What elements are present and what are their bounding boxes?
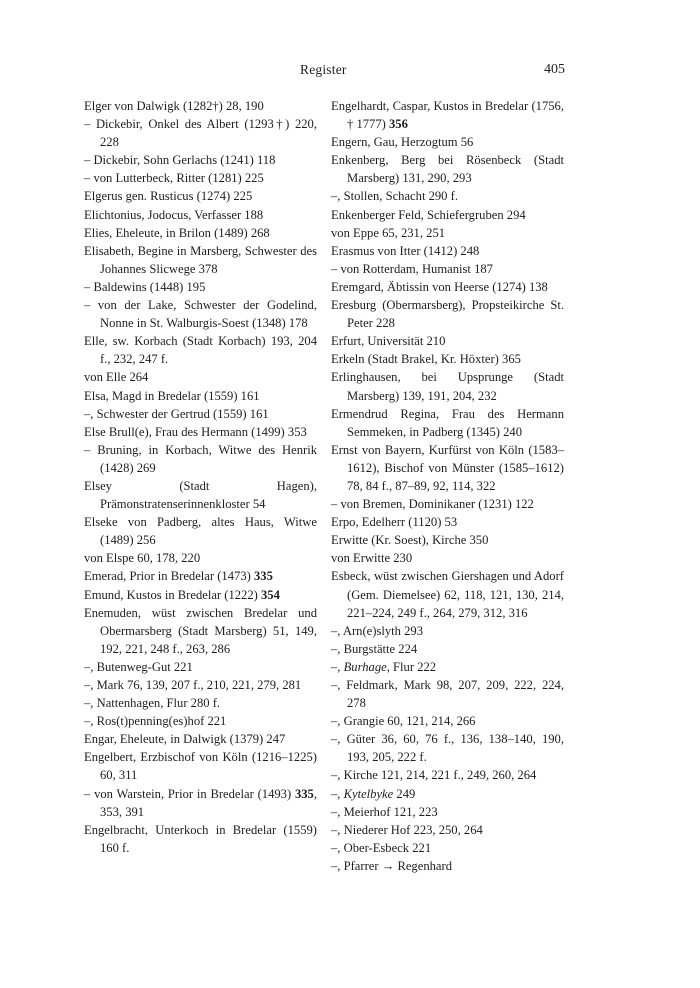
index-entry-text: –, Feldmark, Mark 98, 207, 209, 222, 224, 278 (331, 678, 564, 711)
index-entry (331, 821, 564, 839)
page-title: Register (300, 62, 347, 77)
index-entry (84, 242, 317, 278)
index-entry-text: Burhage (343, 659, 387, 674)
index-entry-text: Else Brull(e), Frau des Hermann (1499) 353 (84, 424, 307, 439)
index-entry-text: 356 (388, 117, 408, 132)
index-entry-text: 354 (260, 587, 280, 602)
index-entry (84, 821, 317, 857)
index-entry (84, 115, 317, 151)
index-entry-text: Elle, sw. Korbach (Stadt Korbach) 193, 204 f., 232, 247 f. (84, 334, 317, 367)
index-entry (331, 567, 564, 621)
index-entry-text: –, Burgstätte 224 (331, 641, 418, 656)
index-entry-text: –, Mark 76, 139, 207 f., 210, 221, 279, 281 (84, 678, 302, 692)
index-entry-text: – Bruning, in Korbach, Witwe des Henrik (1428) 269 (84, 442, 317, 475)
index-entry (84, 405, 317, 423)
index-entry (84, 712, 317, 730)
index-entry (331, 242, 564, 260)
index-entry (331, 495, 564, 513)
index-entry (331, 730, 564, 766)
index-entry-text: Kytelbyke (343, 786, 394, 801)
index-entry (84, 604, 317, 658)
index-entry-text: , Flur 222 (386, 659, 437, 674)
index-entry (84, 169, 317, 187)
index-entry-text: –, (331, 786, 344, 801)
page-number: 405 (544, 62, 565, 77)
index-entry-text: – Dickebir, Sohn Gerlachs (1241) 118 (84, 153, 276, 168)
index-entry (331, 766, 564, 784)
index-entry-text: Enemuden, wüst zwischen Bredelar und Obermarsberg (Stadt Marsberg) 51, 149, 192, 221, 248 f., 263, 286 (84, 605, 317, 656)
index-entry (331, 803, 564, 821)
index-entry (331, 151, 564, 187)
index-entry-text: Ernst von Bayern, Kurfürst von Köln (1583–1612), Bischof von Münster (1585–1612) 78, 84 f., 87–89, 92, 114, 322 (331, 442, 564, 493)
index-entry (331, 206, 564, 224)
index-entry (84, 387, 317, 405)
index-entry-text: – Baldewins (1448) 195 (84, 279, 206, 294)
index-entry-text: Engelbracht, Unterkoch in Bredelar (1559) 160 f. (84, 822, 317, 855)
index-entry-text: Elisabeth, Begine in Marsberg, Schwester des Johannes Slicwege 378 (84, 243, 317, 276)
index-entry-text: –, Butenweg-Gut 221 (84, 659, 193, 674)
index-entry-text: Elgerus gen. Rusticus (1274) 225 (84, 189, 253, 204)
index-entry (84, 567, 317, 585)
index-entry-text: , 353, 391 (100, 786, 317, 819)
index-entry (331, 658, 564, 676)
index-entry (331, 405, 564, 441)
index-entry-text: von Eppe 65, 231, 251 (331, 225, 446, 240)
index-entry (84, 748, 317, 784)
index-entry (331, 712, 564, 730)
index-column-left (84, 97, 317, 857)
index-entry-text: Enkenberg, Berg bei Rösenbeck (Stadt Marsberg) 131, 290, 293 (331, 153, 564, 186)
index-entry-text: – von Bremen, Dominikaner (1231) 122 (331, 497, 534, 512)
index-entry (84, 658, 317, 676)
index-entry (84, 586, 317, 604)
index-entry-text: 335 (253, 569, 273, 584)
index-entry-text: Engelhardt, Caspar, Kustos in Bredelar (1756, † 1777) (331, 99, 564, 132)
index-entry (331, 640, 564, 658)
index-entry (84, 694, 317, 712)
index-entry-text: Elseke von Padberg, altes Haus, Witwe (1489) 256 (84, 515, 317, 548)
index-entry-text: Emund, Kustos in Bredelar (1222) (84, 587, 261, 602)
index-entry-text: Elichtonius, Jodocus, Verfasser 188 (84, 207, 264, 222)
index-entry-text: –, Kirche 121, 214, 221 f., 249, 260, 264 (331, 768, 537, 783)
index-entry-text: –, Ros(t)penning(es)hof 221 (84, 714, 227, 729)
index-entry-text: –, Meierhof 121, 223 (331, 804, 438, 819)
index-entry (331, 133, 564, 151)
index-entry (331, 332, 564, 350)
index-entry-text: 249 (393, 786, 416, 801)
index-entry (331, 278, 564, 296)
index-entry-text: –, Arn(e)slyth 293 (331, 623, 423, 638)
index-entry-text: –, Güter 36, 60, 76 f., 136, 138–140, 190, 193, 205, 222 f. (331, 732, 564, 765)
index-entry-text: Erpo, Edelherr (1120) 53 (331, 515, 458, 530)
index-entry (84, 332, 317, 368)
index-column-right (331, 97, 564, 875)
index-entry-text: Esbeck, wüst zwischen Giershagen und Adorf (Gem. Diemelsee) 62, 118, 121, 130, 214, 221–224, 249 f., 264, 279, 312, 316 (331, 569, 564, 620)
index-entry-text: Engar, Eheleute, in Dalwigk (1379) 247 (84, 732, 286, 747)
index-entry (84, 441, 317, 477)
index-entry-text: Elies, Eheleute, in Brilon (1489) 268 (84, 225, 270, 240)
index-entry (84, 187, 317, 205)
index-entry-text: –, Grangie 60, 121, 214, 266 (331, 714, 476, 729)
index-entry (84, 785, 317, 821)
index-entry (84, 676, 317, 694)
index-entry-text: Erfurt, Universität 210 (331, 334, 446, 349)
index-entry-text: –, Pfarrer → Regenhard (331, 858, 452, 873)
index-entry-text: Emerad, Prior in Bredelar (1473) (84, 569, 254, 584)
index-entry (84, 278, 317, 296)
index-entry (84, 97, 317, 115)
index-entry (331, 785, 564, 803)
index-entry-text: – von Rotterdam, Humanist 187 (331, 261, 493, 276)
index-entry (331, 857, 564, 875)
index-entry (331, 296, 564, 332)
index-entry-text: Elsey (Stadt Hagen), Prämonstratenserinnenkloster 54 (84, 478, 317, 512)
index-entry-text: –, Schwester der Gertrud (1559) 161 (84, 406, 269, 421)
index-entry (331, 549, 564, 567)
index-entry-text: –, Nattenhagen, Flur 280 f. (84, 696, 221, 711)
index-entry-text: Elger von Dalwigk (1282†) 28, 190 (84, 99, 264, 113)
index-entry (84, 513, 317, 549)
index-entry-text: Eresburg (Obermarsberg), Propsteikirche St. Peter 228 (331, 298, 564, 331)
index-entry-text: Eremgard, Äbtissin von Heerse (1274) 138 (331, 279, 548, 294)
index-entry (331, 368, 564, 404)
index-entry (331, 676, 564, 712)
index-entry-text: Erwitte (Kr. Soest), Kirche 350 (331, 533, 489, 548)
index-entry-text: Elsa, Magd in Bredelar (1559) 161 (84, 388, 260, 403)
index-entry (84, 368, 317, 386)
index-entry (331, 622, 564, 640)
index-entry-text: – von der Lake, Schwester der Godelind, Nonne in St. Walburgis-Soest (1348) 178 (84, 298, 317, 331)
index-entry (84, 423, 317, 441)
index-entry (84, 206, 317, 224)
index-entry-text: –, (331, 659, 344, 674)
running-head (0, 62, 700, 82)
index-entry (331, 260, 564, 278)
index-entry-text: –, Niederer Hof 223, 250, 264 (331, 822, 483, 837)
index-entry-text: 335 (294, 786, 314, 801)
index-entry-text: Enkenberger Feld, Schiefergruben 294 (331, 207, 526, 222)
index-entry (331, 224, 564, 242)
index-entry (84, 730, 317, 748)
index-entry (84, 224, 317, 242)
index-entry (331, 531, 564, 549)
index-entry (331, 97, 564, 133)
index-entry (84, 549, 317, 567)
index-entry-text: – Dickebir, Onkel des Albert (1293†) 220, 228 (84, 117, 317, 150)
index-entry-text: Engelbert, Erzbischof von Köln (1216–1225) 60, 311 (84, 750, 317, 783)
index-entry-text: Erasmus von Itter (1412) 248 (331, 243, 480, 258)
index-entry-text: Erkeln (Stadt Brakel, Kr. Höxter) 365 (331, 352, 521, 367)
index-entry-text: Erlinghausen, bei Upsprunge (Stadt Marsberg) 139, 191, 204, 232 (331, 370, 564, 403)
index-entry (331, 350, 564, 368)
index-entry-text: – von Warstein, Prior in Bredelar (1493) (84, 786, 295, 801)
index-entry (84, 477, 317, 513)
index-entry (84, 151, 317, 169)
index-entry (331, 513, 564, 531)
index-entry (331, 187, 564, 205)
index-entry-text: Engern, Gau, Herzogtum 56 (331, 135, 474, 150)
index-entry (84, 296, 317, 332)
index-entry-text: Ermendrud Regina, Frau des Hermann Semmeken, in Padberg (1345) 240 (331, 406, 564, 439)
index-entry (331, 441, 564, 495)
index-entry-text: –, Ober-Esbeck 221 (331, 840, 432, 855)
index-entry-text: – von Lutterbeck, Ritter (1281) 225 (84, 171, 264, 186)
index-entry-text: von Elspe 60, 178, 220 (84, 551, 201, 566)
index-entry-text: von Elle 264 (84, 370, 149, 385)
index-entry-text: von Erwitte 230 (331, 551, 413, 566)
index-entry-text: –, Stollen, Schacht 290 f. (331, 189, 458, 204)
index-entry (331, 839, 564, 857)
